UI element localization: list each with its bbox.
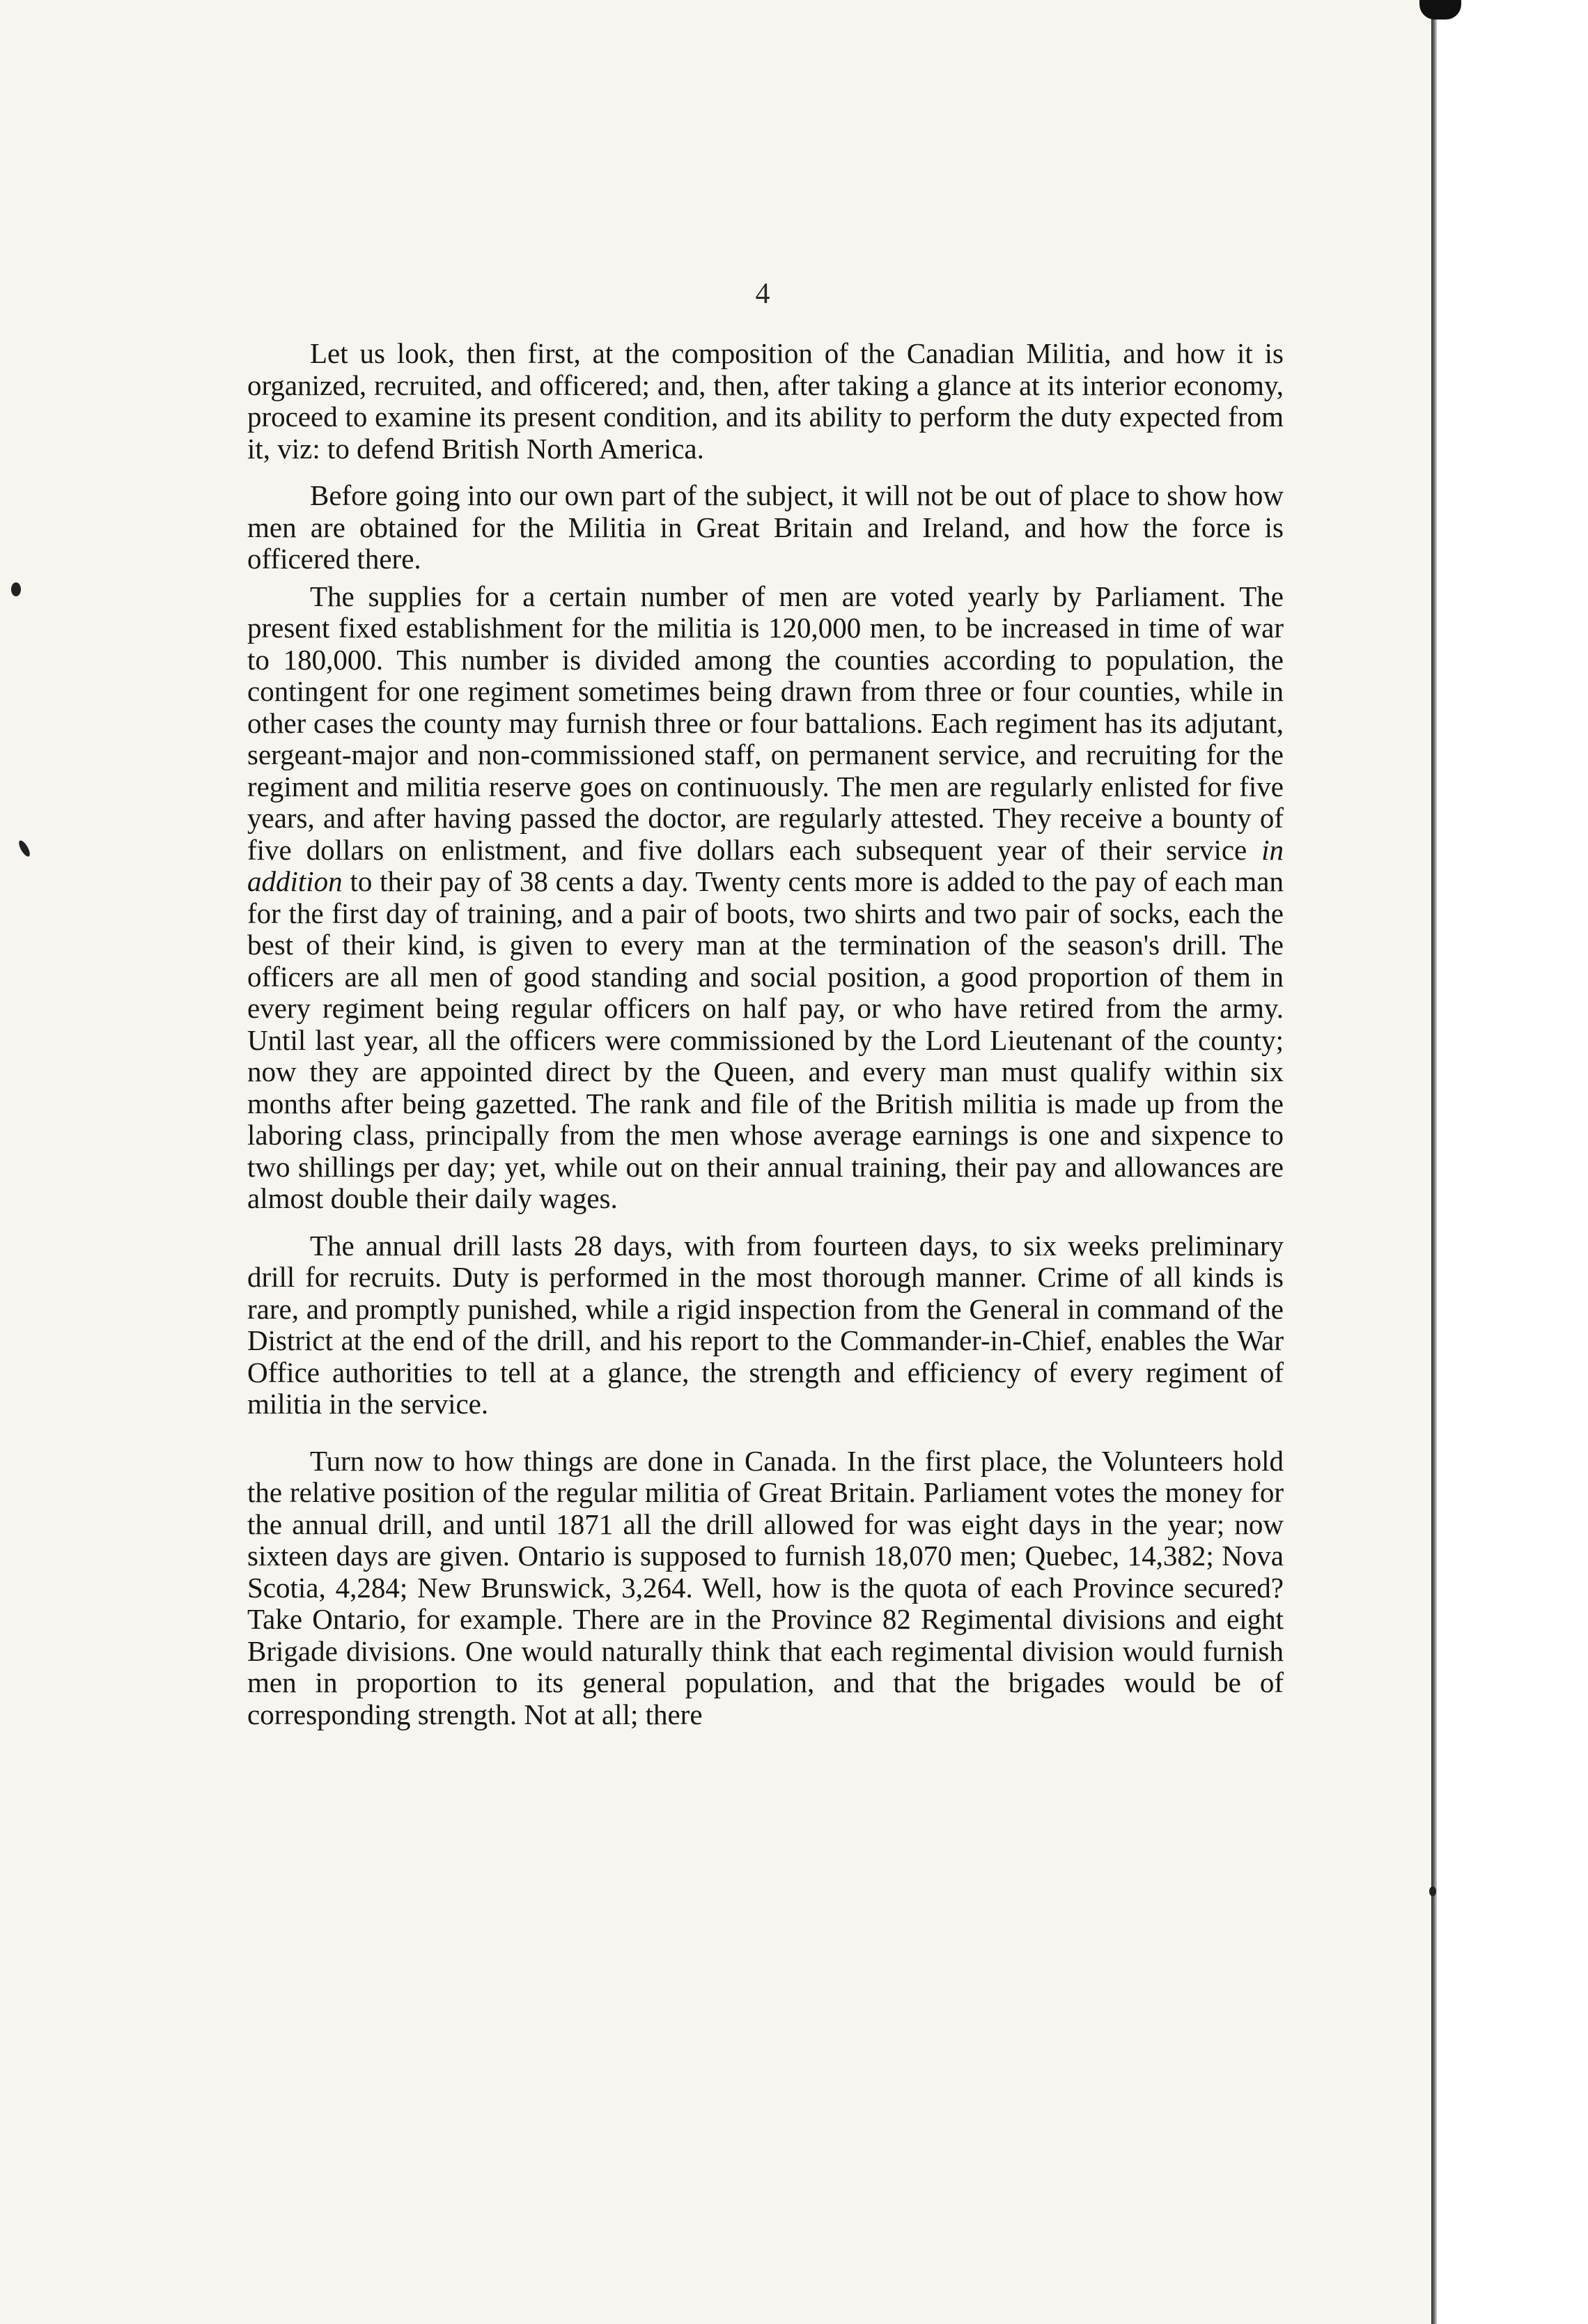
paragraph-3-text-start: The supplies for a certain number of men are voted yearly by Parliament. The present fixed establishment for the militia is 120,000 men, to be increased in time of war to 180,000. This number is divided among the counties according to population, the contingent for one regiment sometimes being drawn from three or four counties, while in other cases the county may furnish three or four battalions. Each regiment has its adjutant, sergeant-major and non-commissioned staff, on permanent service, and recruiting for the regiment and militia reserve goes on continuously. The men are regularly enlisted for five years, and after having passed the doctor, are regularly attested. They receive a bounty of five dollars on enlistment, and five dollars each subsequent year of their service (247, 580, 1284, 866)
paragraph-1 (247, 338, 1284, 465)
scan-speck (17, 839, 32, 858)
scan-speck (1429, 1887, 1436, 1896)
paragraph-3 (247, 581, 1284, 1215)
paragraph-3-text-end: to their pay of 38 cents a day. Twenty cents more is added to the pay of each man for the first day of training, and a pair of boots, two shirts and two pair of socks, each the best of their kind, is given to every man at the termination of the season's drill. The officers are all men of good standing and social position, a good proportion of them in every regiment being regular officers on half pay, or who have retired from the army. Until last year, all the officers were commissioned by the Lord Lieutenant of the county; now they are appointed direct by the Queen, and every man must qualify within six months after being gazetted. The rank and file of the British militia is made up from the laboring class, principally from the men whose average earnings is one and sixpence to two shillings per day; yet, while out on their annual training, their pay and allowances are almost double their daily wages. (247, 865, 1284, 1214)
page-margin-strip (1431, 0, 1588, 2324)
paragraph-4 (247, 1230, 1284, 1420)
paragraph-2 (247, 480, 1284, 575)
page-number: 4 (755, 278, 770, 310)
paragraph-5-text: Turn now to how things are done in Canada. In the first place, the Volunteers hold the relative position of the regular militia of Great Britain. Parliament votes the money for the annual drill, and until 1871 all the drill allowed for was eight days in the year; now sixteen days are given. Ontario is supposed to furnish 18,070 men; Quebec, 14,382; Nova Scotia, 4,284; New Brunswick, 3,264. Well, how is the quota of each Province secured? Take Ontario, for example. There are in the Province 82 Regimental divisions and eight Brigade divisions. One would naturally think that each regimental division would furnish men in proportion to its general population, and that the brigades would be of corresponding strength. Not at all; there (247, 1444, 1284, 1730)
scan-speck (11, 582, 21, 596)
paragraph-5 (247, 1446, 1284, 1731)
body-text (247, 338, 1284, 1730)
paragraph-3-italic-phrase: in addition (247, 833, 1284, 897)
page-fold-line (1431, 0, 1437, 2324)
paragraph-4-text: The annual drill lasts 28 days, with from fourteen days, to six weeks preliminary drill for recruits. Duty is performed in the most thorough manner. Crime of all kinds is rare, and promptly punished, while a rigid inspection from the General in command of the District at the end of the drill, and his report to the Commander-in-Chief, enables the War Office authorities to tell at a glance, the strength and efficiency of every regiment of militia in the service. (247, 1229, 1284, 1420)
paragraph-1-text: Let us look, then first, at the composition of the Canadian Militia, and how it is organized, recruited, and officered; and, then, after taking a glance at its interior economy, proceed to examine its present condition, and its ability to perform the duty expected from it, viz: to defend British North America. (247, 337, 1284, 465)
paragraph-2-text: Before going into our own part of the subject, it will not be out of place to show how men are obtained for the Militia in Great Britain and Ireland, and how the force is officered there. (247, 479, 1284, 575)
